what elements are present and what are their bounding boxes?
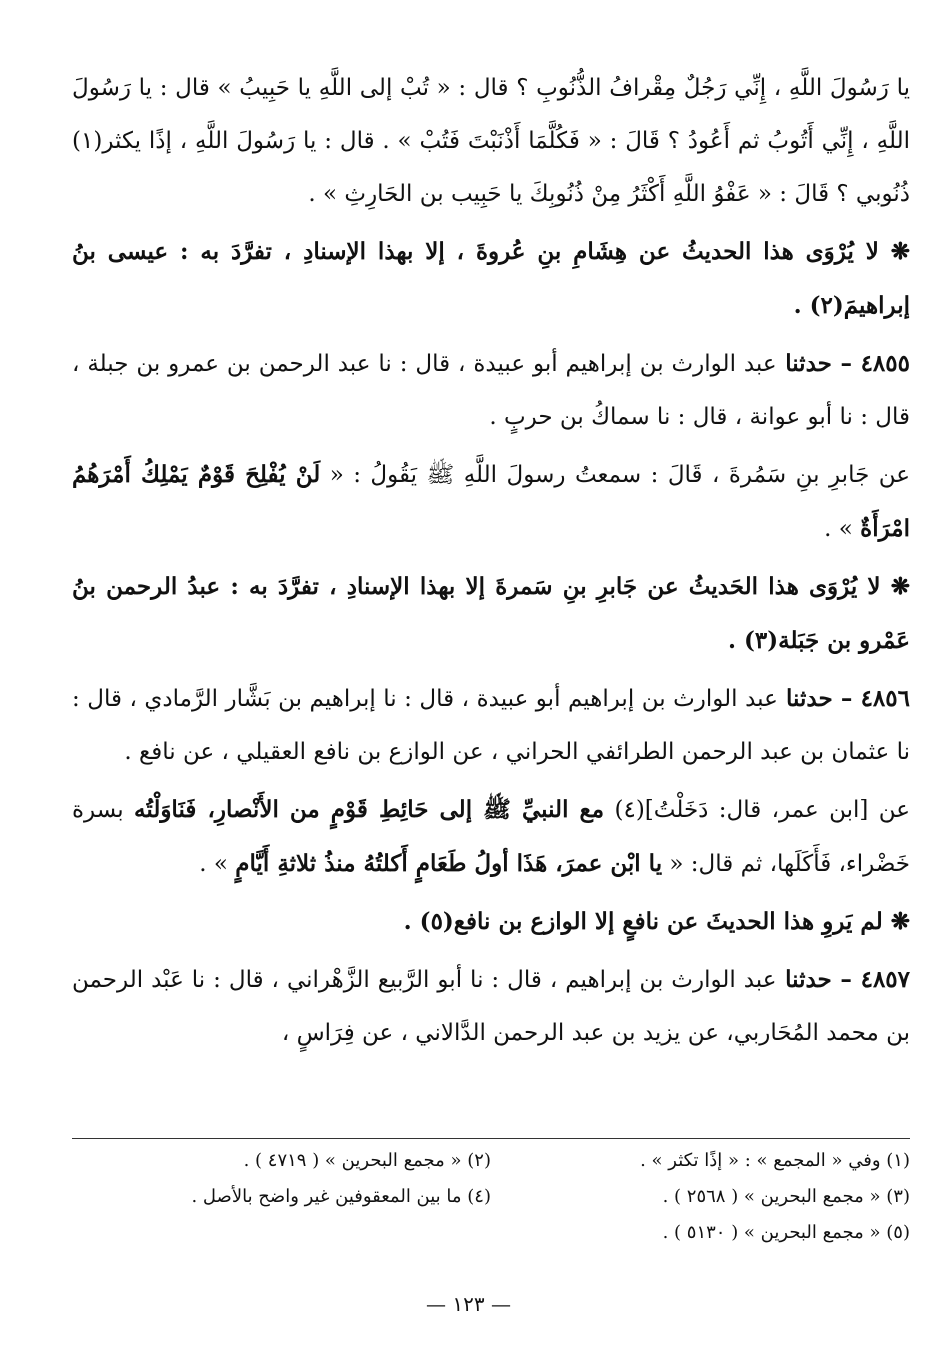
text-segment: عن جَابرِ بنِ سَمُرةَ ، قَالَ : سمعتُ رسولَ اللَّهِ ﷺ يَقُولُ : « [320, 462, 910, 488]
text-segment: ❋ لا يُرْوَى هذا الحديثُ عن هِشَامِ بنِ عُروةَ ، إلا بهذا الإسنادِ ، تفرَّدَ به : عيسى بنُ إبراهيمَ(٢) . [72, 238, 910, 319]
paragraph [72, 337, 910, 444]
footnote: (٤) ما بين المعقوفين غير واضح بالأصل . [191, 1186, 491, 1207]
paragraph [72, 953, 910, 1060]
footnote: (٣) « مجمع البحرين » ( ٢٥٦٨ ) . [662, 1186, 910, 1207]
text-segment: بسرة خَضْراء، فَأَكَلَها، ثم قال: « [72, 797, 910, 877]
paragraph [72, 672, 910, 779]
paragraph [72, 62, 910, 221]
text-segment: ٤٨٥٦ – حدثنا [777, 685, 910, 712]
text-segment: ❋ لا يُرْوَى هذا الحَديثُ عن جَابرِ بنِ سَمرةَ إلا بهذا الإسنادِ ، تفرَّدَ به : عبدُ الرحمن بنُ عَمْرو بن جَبَلة(٣) . [72, 573, 910, 654]
paragraph [72, 783, 910, 891]
text-segment: » . [824, 516, 861, 542]
text-segment: مع النبيِّ ﷺ إلى حَائِطِ قَوْمٍ من الأَنْصارِ، فَنَاوَلْتُه [134, 796, 605, 823]
text-segment: ٤٨٥٧ – حدثنا [776, 966, 911, 993]
paragraph [72, 448, 910, 556]
paragraph [72, 225, 910, 333]
text-segment: عبد الوارث بن إبراهيم أبو عبيدة ، قال : نا عبد الرحمن بن عمرو بن جبلة ، قال : نا أبو عوانة ، قال : نا سماكُ بن حربٍ . [72, 351, 910, 430]
page-number: — ١٢٣ — [426, 1292, 511, 1316]
text-segment: ٤٨٥٥ – حدثنا [776, 350, 910, 377]
text-segment: عن [ابن عمر، قال: دَخَلْتُ](٤) [604, 797, 911, 823]
text-segment: لَنْ يُفْلِحَ قَوْمٌ يَمْلِكُ أَمْرَهُمُ امْرَأَةٌ [72, 461, 910, 542]
footnote: (٥) « مجمع البحرين » ( ٥١٣٠ ) . [662, 1222, 910, 1243]
footnote: (١) وفي « المجمع » : « إذًا تكثر » . [640, 1150, 910, 1171]
paragraph [72, 560, 910, 668]
text-segment: عبد الوارث بن إبراهيم ، قال : نا أبو الرَّبيع الزَّهْراني ، قال : نا عَبْد الرحمن بن محمد المُحَاربي، عن يزيد بن عبد الرحمن الدَّالاني ، عن فِرَاسٍ ، [72, 967, 910, 1046]
text-segment: يا ابْن عمرَ، هَذَا أولُ طَعَامٍ أَكلتُهُ منذُ ثلاثةِ أَيَّامٍ [235, 850, 663, 877]
footnote-list [72, 1143, 910, 1251]
paragraph [72, 895, 910, 949]
footnote: (٢) « مجمع البحرين » ( ٤٧١٩ ) . [243, 1150, 491, 1171]
page-body [72, 62, 910, 1060]
text-segment: عبد الوارث بن إبراهيم أبو عبيدة ، قال : نا إبراهيم بن بَشَّار الرَّمادي ، قال : نا عثمان بن عبد الرحمن الطرائفي الحراني ، عن الوازع بن نافع العقيلي ، عن نافع . [72, 686, 910, 765]
text-segment: ❋ لم يَروِ هذا الحديثَ عن نافعٍ إلا الوازع بن نافع(٥) . [403, 908, 910, 935]
footnotes [72, 1138, 910, 1251]
text-segment: » . [199, 851, 236, 877]
text-segment: يا رَسُولَ اللَّهِ ، إِنِّي رَجُلٌ مِقْرافُ الذُّنُوبِ ؟ قال : « تُبْ إلى اللَّهِ يا حَبِيبُ » قال : يا رَسُولَ اللَّهِ ، إِنِّي أَتُوبُ ثم أَعُودُ ؟ قَالَ : « فَكُلَّمَا أَذْنَبْتَ فَتُبْ » . قال : يا رَسُولَ اللَّهِ ، إذًا يكثر(١) ذُنُوبي ؟ قَالَ : « عَفْوُ اللَّهِ أَكْثَرُ مِنْ ذُنُوبِكَ يا حَبِيب بن الحَارِثِ » . [72, 75, 910, 207]
